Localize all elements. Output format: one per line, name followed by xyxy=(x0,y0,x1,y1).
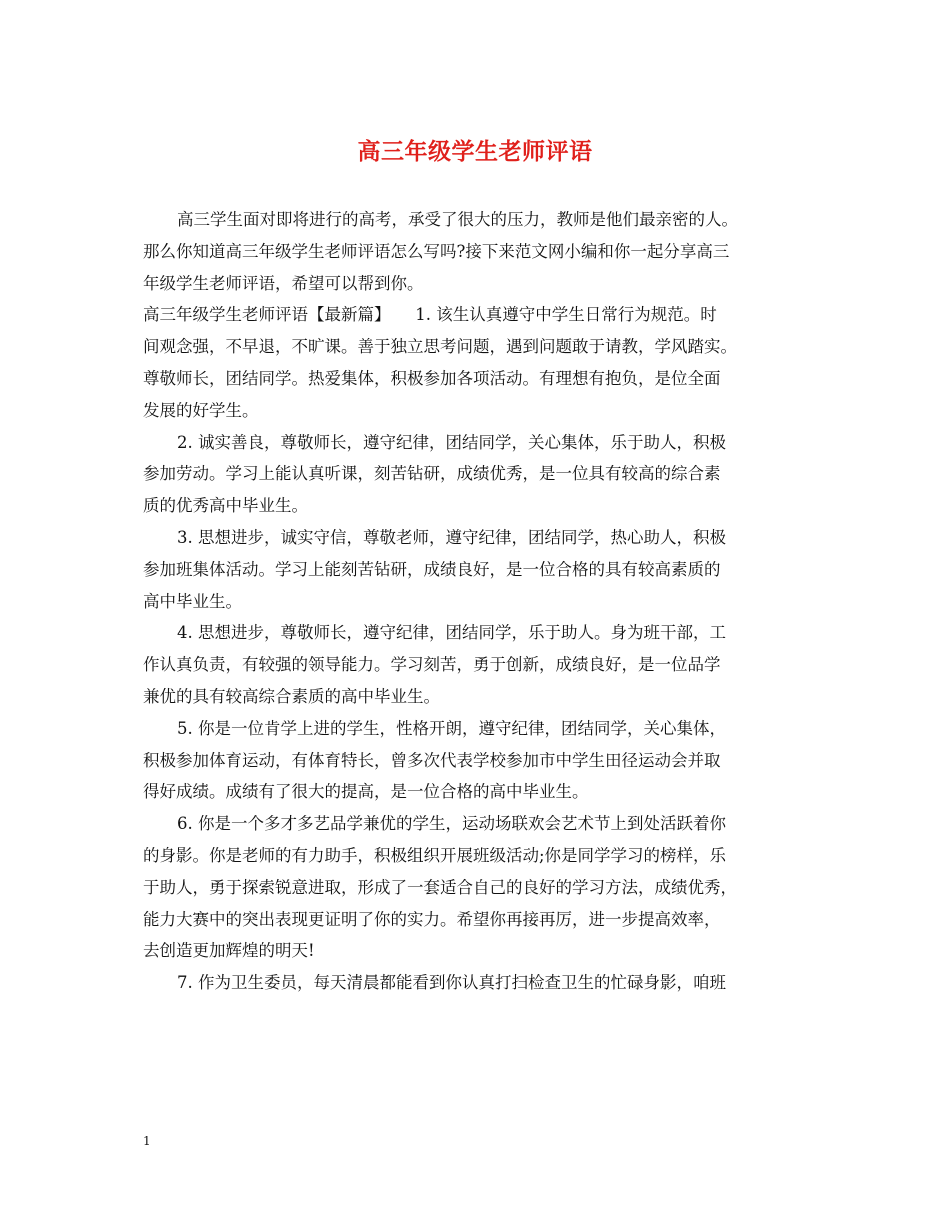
text-line: 积极参加体育运动，有体育特长，曾多次代表学校参加市中学生田径运动会并取 xyxy=(143,750,721,770)
text-line: 参加班集体活动。学习上能刻苦钻研，成绩良好，是一位合格的具有较高素质的 xyxy=(143,559,721,579)
text-line: 7. 作为卫生委员，每天清晨都能看到你认真打扫检查卫生的忙碌身影，咱班 xyxy=(177,973,726,993)
text-line: 作认真负责，有较强的领导能力。学习刻苦，勇于创新，成绩良好，是一位品学 xyxy=(143,655,721,675)
text-line: 2. 诚实善良，尊敬师长，遵守纪律，团结同学，关心集体，乐于助人，积极 xyxy=(177,432,726,452)
text-line: 发展的好学生。 xyxy=(143,400,259,420)
text-line: 高三学生面对即将进行的高考，承受了很大的压力，教师是他们最亲密的人。 xyxy=(177,210,738,229)
document-title: 高三年级学生老师评语 xyxy=(357,138,593,165)
text-line: 6. 你是一个多才多艺品学兼优的学生，运动场联欢会艺术节上到处活跃着你 xyxy=(177,814,726,834)
text-line: 兼优的具有较高综合素质的高中毕业生。 xyxy=(143,686,440,706)
text-line: 那么你知道高三年级学生老师评语怎么写吗?接下来范文网小编和你一起分享高三 xyxy=(143,241,730,261)
text-line: 尊敬师长，团结同学。热爱集体，积极参加各项活动。有理想有抱负，是位全面 xyxy=(143,368,721,388)
text-line: 能力大赛中的突出表现更证明了你的实力。希望你再接再厉，进一步提高效率， xyxy=(143,909,721,929)
text-line: 高三年级学生老师评语【最新篇】 1. 该生认真遵守中学生日常行为规范。时 xyxy=(143,305,717,325)
text-line: 质的优秀高中毕业生。 xyxy=(143,496,308,516)
document-body xyxy=(143,204,815,999)
page-number: 1 xyxy=(143,1134,151,1148)
text-line: 去创造更加辉煌的明天! xyxy=(143,941,315,961)
text-line: 5. 你是一位肯学上进的学生，性格开朗，遵守纪律，团结同学，关心集体， xyxy=(177,718,726,738)
text-line: 参加劳动。学习上能认真听课，刻苦钻研，成绩优秀，是一位具有较高的综合素 xyxy=(143,464,721,484)
text-line: 3. 思想进步，诚实守信，尊敬老师，遵守纪律，团结同学，热心助人，积极 xyxy=(177,527,726,547)
text-line: 的身影。你是老师的有力助手，积极组织开展班级活动;你是同学学习的榜样，乐 xyxy=(143,845,727,865)
text-line: 高中毕业生。 xyxy=(143,591,242,611)
text-line: 间观念强，不早退，不旷课。善于独立思考问题，遇到问题敢于请教，学风踏实。 xyxy=(143,337,737,357)
text-line: 于助人，勇于探索锐意进取，形成了一套适合自己的良好的学习方法，成绩优秀， xyxy=(143,877,737,897)
text-line: 得好成绩。成绩有了很大的提高，是一位合格的高中毕业生。 xyxy=(143,782,589,802)
text-line: 年级学生老师评语，希望可以帮到你。 xyxy=(143,273,424,293)
text-line: 4. 思想进步，尊敬师长，遵守纪律，团结同学，乐于助人。身为班干部，工 xyxy=(177,623,726,643)
